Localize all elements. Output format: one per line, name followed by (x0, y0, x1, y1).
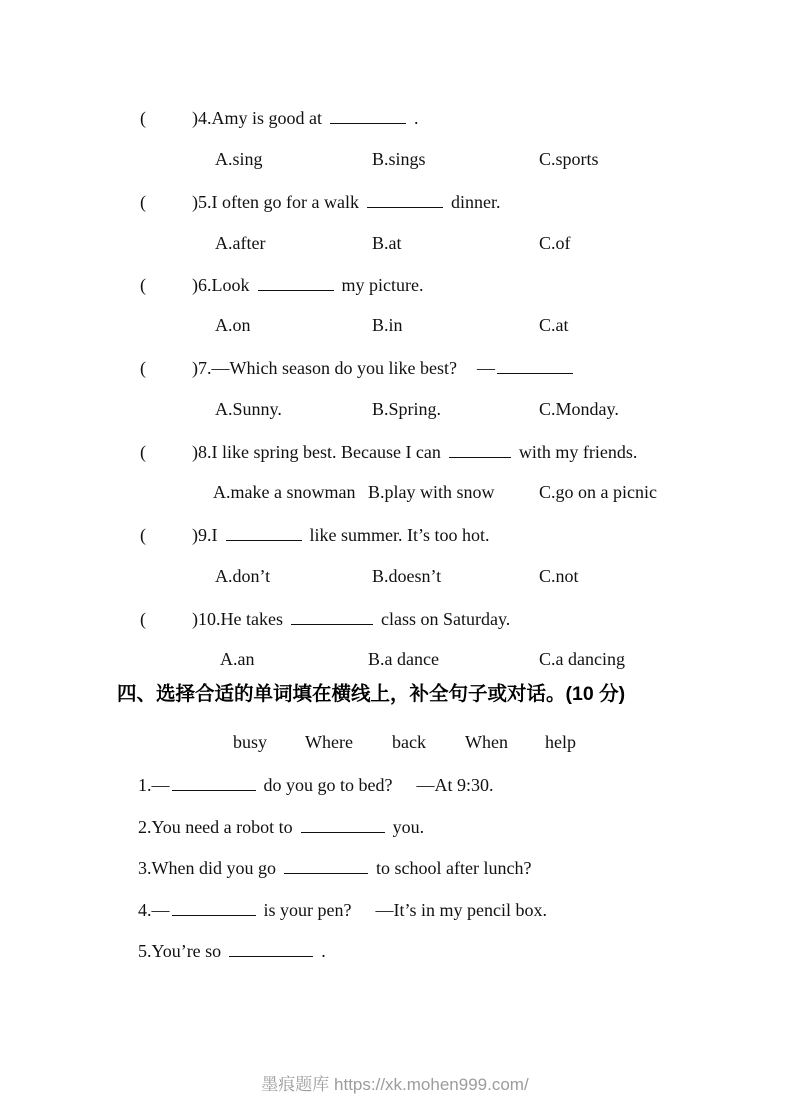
question-tail: . (414, 108, 419, 128)
item-text: . (321, 941, 326, 961)
fill-item-5 (0, 939, 790, 962)
word-bank-item: Where (305, 732, 353, 752)
answer-blank (284, 856, 368, 874)
footer-watermark: 墨痕题库 https://xk.mohen999.com/ (261, 1075, 529, 1094)
answer-blank (497, 356, 573, 374)
answer-paren-open: ( (140, 192, 146, 212)
option-c: C.Monday. (539, 399, 619, 419)
question-text: )10.He takes (192, 609, 283, 629)
option-a: A.sing (215, 149, 263, 169)
question-line-9 (0, 523, 790, 546)
item-reply: —At 9:30. (416, 775, 494, 795)
question-text: )7.—Which season do you like best? (192, 358, 457, 378)
word-bank-item: help (545, 732, 576, 752)
option-b: B.in (372, 315, 403, 335)
item-text: 1.— (138, 775, 170, 795)
option-a: A.make a snowman (213, 482, 356, 502)
question-tail: with my friends. (518, 442, 638, 462)
word-bank-item: back (392, 732, 426, 752)
answer-paren-open: ( (140, 609, 146, 629)
answer-blank (258, 273, 334, 291)
answer-blank (449, 440, 511, 458)
question-text: )8.I like spring best. Because I can (192, 442, 441, 462)
question-tail: class on Saturday. (380, 609, 511, 629)
item-text: 2.You need a robot to (138, 817, 293, 837)
item-reply: —It’s in my pencil box. (375, 900, 547, 920)
answer-blank (291, 607, 373, 625)
item-text: you. (392, 817, 425, 837)
question-text: )4.Amy is good at (192, 108, 322, 128)
section-title: 四、选择合适的单词填在横线上，补全句子或对话。(10 分) (117, 683, 626, 705)
answer-blank (172, 773, 256, 791)
item-text: to school after lunch? (375, 858, 532, 878)
question-text: )9.I (192, 525, 218, 545)
question-line-10 (0, 607, 790, 630)
question-text: )5.I often go for a walk (192, 192, 359, 212)
option-a: A.after (215, 233, 266, 253)
option-c: C.sports (539, 149, 599, 169)
question-line-6 (0, 273, 790, 296)
question-line-7 (0, 356, 790, 379)
item-text: 3.When did you go (138, 858, 276, 878)
option-c: C.not (539, 566, 579, 586)
answer-paren-open: ( (140, 442, 146, 462)
answer-blank (301, 815, 385, 833)
answer-blank (229, 939, 313, 957)
option-b: B.play with snow (368, 482, 495, 502)
answer-blank (330, 106, 406, 124)
question-line-4 (0, 106, 790, 129)
fill-item-3 (0, 856, 790, 879)
reply-dash: — (476, 358, 495, 378)
option-b: B.Spring. (372, 399, 442, 419)
answer-paren-open: ( (140, 525, 146, 545)
option-a: A.Sunny. (215, 399, 282, 419)
fill-item-2 (0, 815, 790, 838)
option-a: A.on (215, 315, 251, 335)
word-bank-item: busy (233, 732, 268, 752)
fill-item-4 (0, 898, 790, 921)
question-line-8 (0, 440, 790, 463)
option-a: A.don’t (215, 566, 271, 586)
item-text: is your pen? (263, 900, 352, 920)
item-text: do you go to bed? (263, 775, 393, 795)
item-text: 5.You’re so (138, 941, 222, 961)
question-tail: like summer. It’s too hot. (309, 525, 490, 545)
answer-paren-open: ( (140, 108, 146, 128)
question-tail: my picture. (341, 275, 424, 295)
option-b: B.sings (372, 149, 426, 169)
answer-blank (172, 898, 256, 916)
option-c: C.go on a picnic (539, 482, 657, 502)
answer-paren-open: ( (140, 275, 146, 295)
question-tail: dinner. (450, 192, 501, 212)
answer-blank (226, 523, 302, 541)
answer-paren-open: ( (140, 358, 146, 378)
option-b: B.at (372, 233, 402, 253)
question-line-5 (0, 190, 790, 213)
option-b: B.a dance (368, 649, 439, 669)
option-c: C.at (539, 315, 569, 335)
option-c: C.of (539, 233, 571, 253)
question-text: )6.Look (192, 275, 250, 295)
item-text: 4.— (138, 900, 170, 920)
option-c: C.a dancing (539, 649, 625, 669)
fill-item-1 (0, 773, 790, 796)
option-a: A.an (220, 649, 255, 669)
option-b: B.doesn’t (372, 566, 442, 586)
word-bank-item: When (465, 732, 508, 752)
answer-blank (367, 190, 443, 208)
